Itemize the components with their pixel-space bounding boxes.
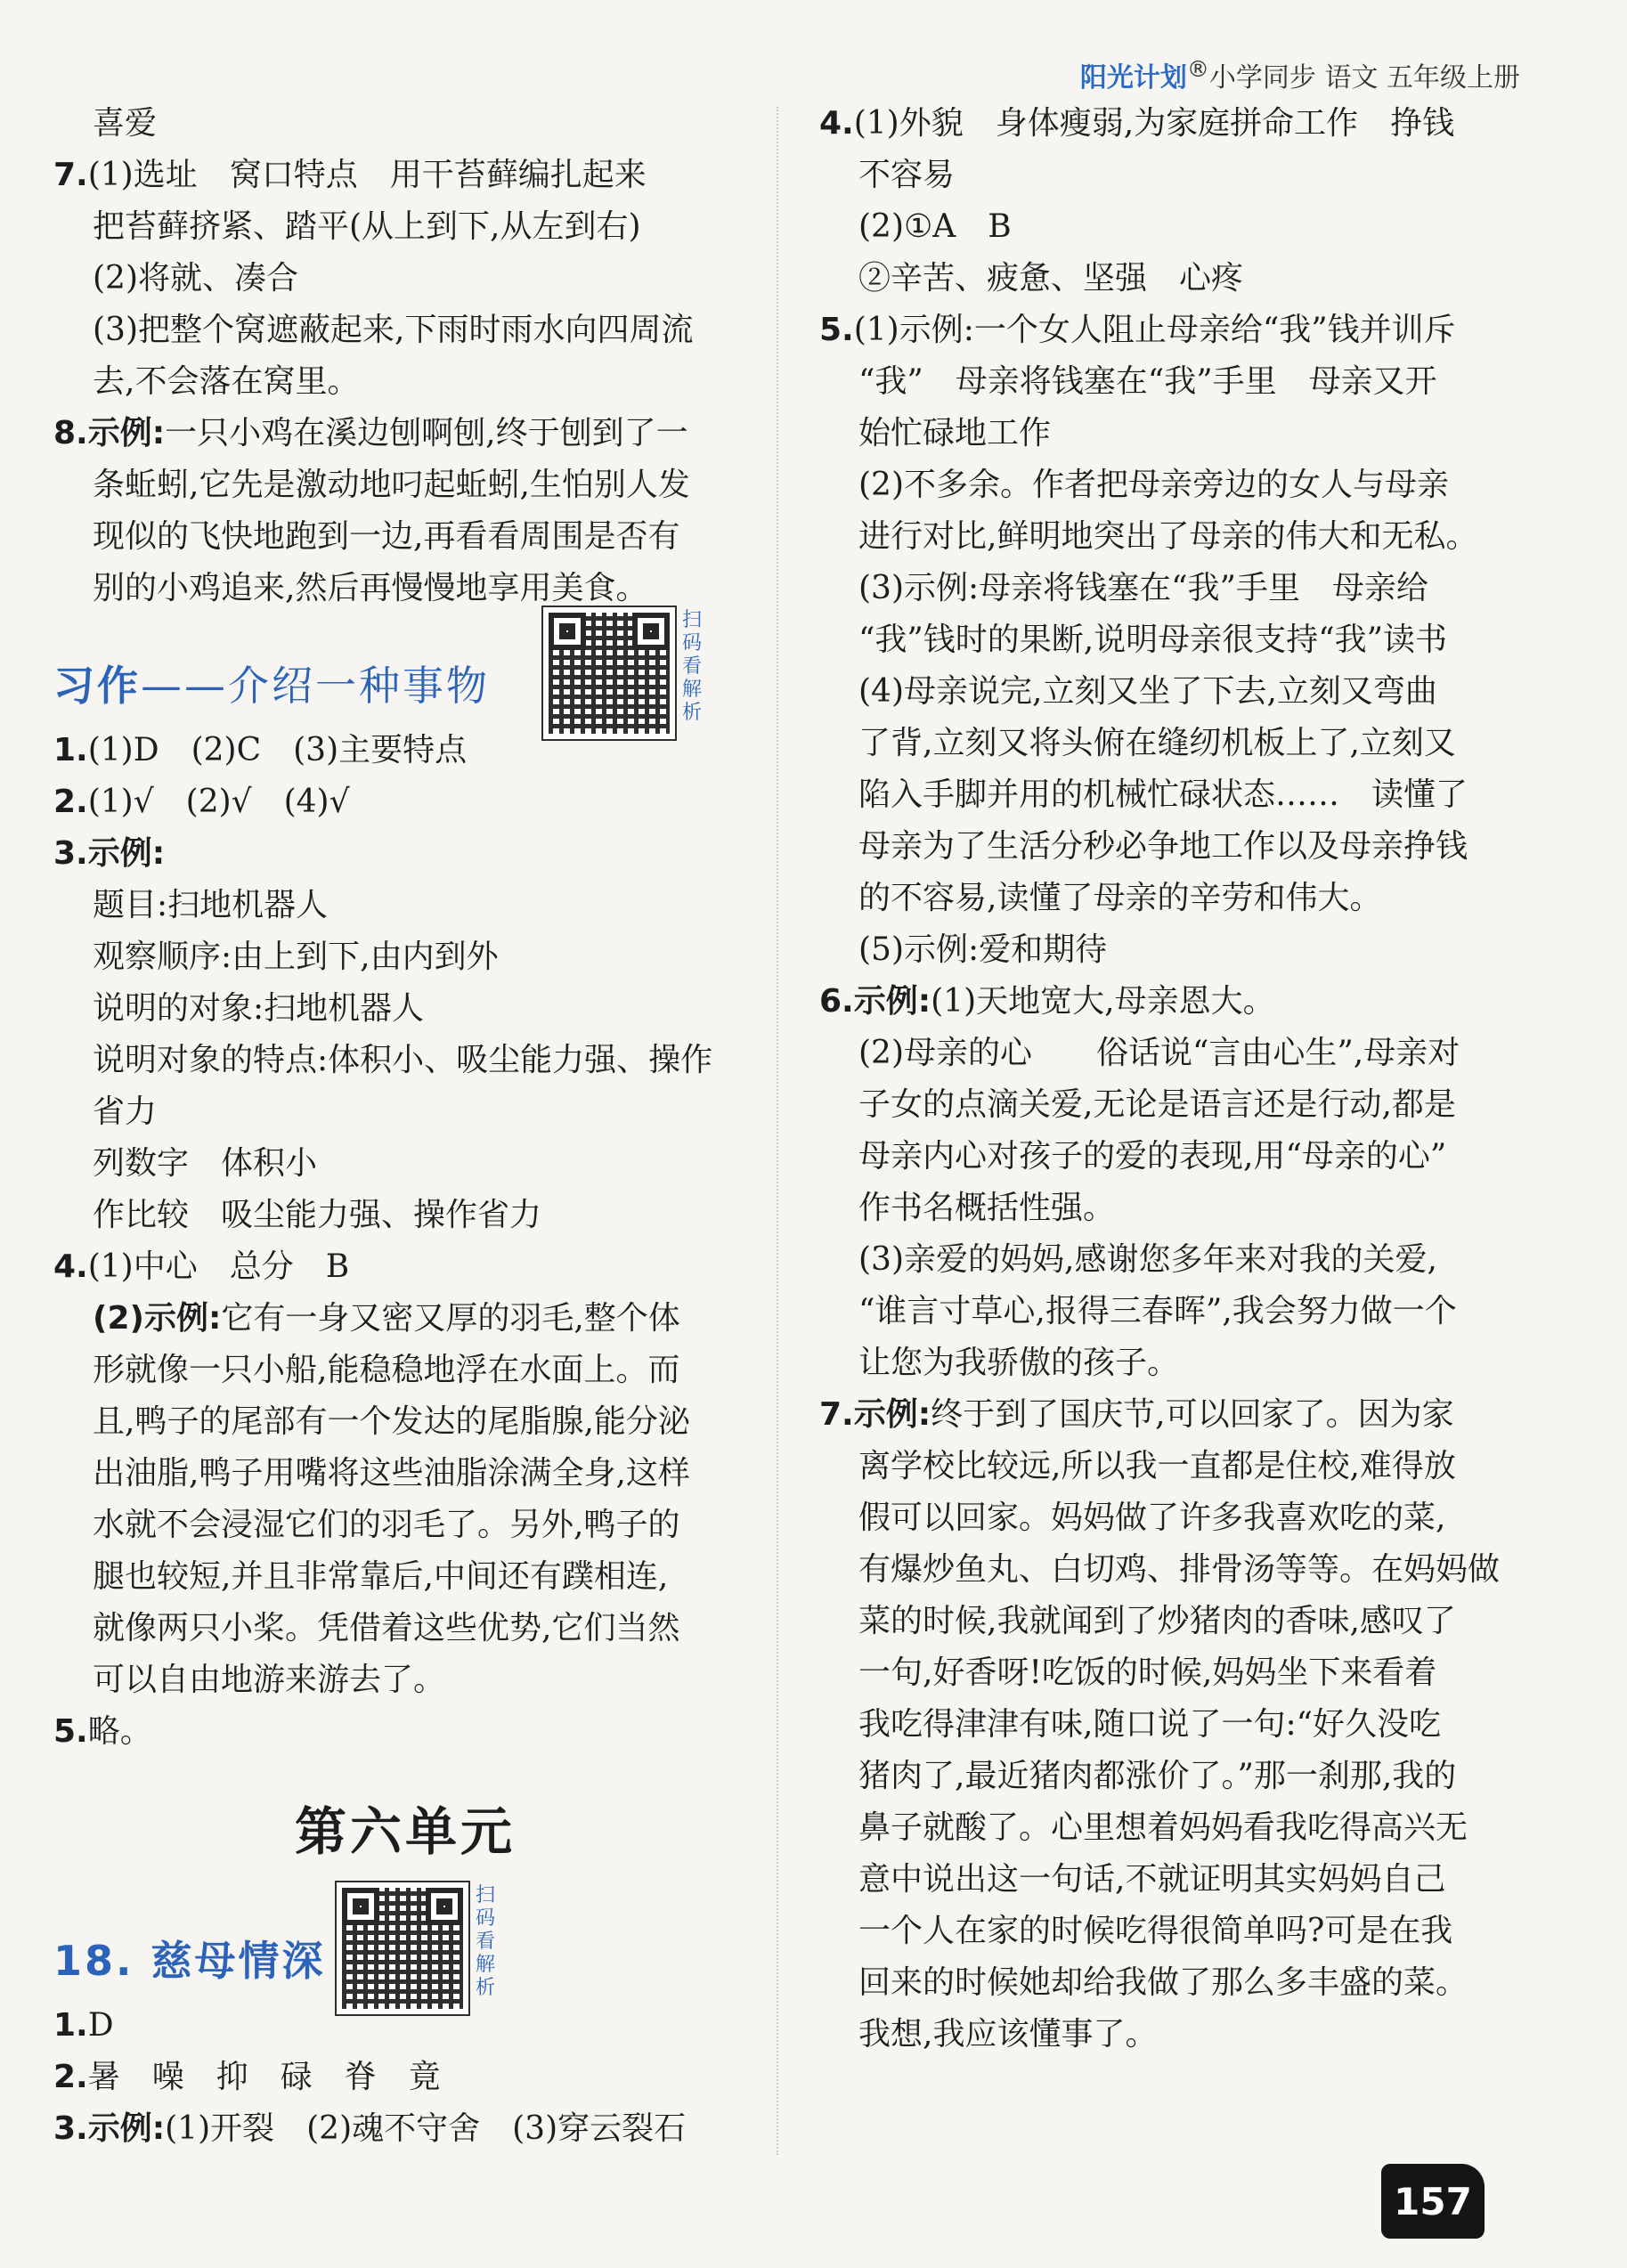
answer-line [53, 201, 757, 253]
answer-line [819, 1028, 1532, 1079]
answer-line [53, 150, 757, 201]
answer-line [819, 1131, 1532, 1183]
answer-line [819, 201, 1532, 253]
answer-line [819, 1751, 1532, 1802]
answer-text: (2)不多余。作者把母亲旁边的女人与母亲 [858, 467, 1449, 503]
answer-text: (1)选址 窝口特点 用干苔藓编扎起来 [87, 157, 647, 193]
answer-text: (5)示例:爱和期待 [858, 931, 1108, 968]
answer-text: 形就像一只小船,能稳稳地浮在水面上。而 [93, 1352, 680, 1388]
answer-text: (3)示例:母亲将钱塞在“我”手里 母亲给 [858, 570, 1428, 606]
answer-line [819, 1957, 1532, 2009]
answer-line [53, 98, 757, 150]
answer-text: (1)示例:一个女人阻止母亲给“我”钱并训斥 [853, 312, 1456, 348]
answer-text: 一只小鸡在溪边刨啊刨,终于刨到了一 [165, 415, 688, 451]
answer-line [819, 821, 1532, 873]
question-number: 5. [53, 1713, 88, 1750]
answer-line [819, 511, 1532, 563]
answer-line [819, 1544, 1532, 1596]
answer-text: ②辛苦、疲惫、坚强 心疼 [858, 260, 1244, 297]
answer-text: 进行对比,鲜明地突出了母亲的伟大和无私。 [858, 518, 1478, 555]
answer-line [819, 976, 1532, 1028]
section-heading-writing [53, 609, 757, 725]
answer-text: 一个人在家的时候吃得很简单吗?可是在我 [858, 1913, 1453, 1949]
right-column [819, 98, 1532, 2061]
qr-code-icon[interactable] [337, 1882, 468, 2014]
answer-line [53, 1241, 757, 1293]
answer-block [53, 2000, 757, 2155]
section-title [53, 654, 490, 712]
answer-line [819, 873, 1532, 924]
answer-text: 腿也较短,并且非常靠后,中间还有蹼相连, [93, 1558, 669, 1595]
answer-text: 鼻子就酸了。心里想着妈妈看我吃得高兴无 [858, 1809, 1468, 1846]
answer-text: (1)外貌 身体瘦弱,为家庭拼命工作 挣钱 [853, 105, 1455, 142]
answer-text: 喜爱 [93, 105, 158, 142]
answer-text: (1)D (2)C (3)主要特点 [87, 732, 468, 768]
answer-text: 菜的时候,我就闻到了炒猪肉的香味,感叹了 [858, 1603, 1456, 1639]
column-divider [777, 107, 778, 2155]
answer-text: 子女的点滴关爱,无论是语言还是行动,都是 [858, 1086, 1456, 1123]
answer-line [819, 1906, 1532, 1957]
answer-line [819, 769, 1532, 821]
answer-text: “我” 母亲将钱塞在“我”手里 母亲又开 [858, 363, 1437, 400]
answer-line [53, 2103, 757, 2155]
example-tag: 示例: [87, 415, 166, 451]
answer-line [819, 1854, 1532, 1906]
answer-line [53, 1706, 757, 1758]
answer-line [53, 983, 757, 1035]
page-header [1080, 55, 1520, 94]
answer-text: 陷入手脚并用的机械忙碌状态…… 读懂了 [858, 776, 1468, 813]
answer-line [819, 1234, 1532, 1286]
answer-line [53, 1603, 757, 1654]
answer-text: 现似的飞快地跑到一边,再看看周围是否有 [93, 518, 680, 555]
answer-text: (3)亲爱的妈妈,感谢您多年来对我的关爱, [858, 1241, 1437, 1278]
answer-block [819, 98, 1532, 2061]
answer-line [53, 1138, 757, 1190]
answer-line [819, 1183, 1532, 1234]
answer-text: 不容易 [858, 157, 956, 193]
section-heading-lesson18 [53, 1884, 757, 2000]
answer-text: 且,鸭子的尾部有一个发达的尾脂腺,能分泌 [93, 1403, 690, 1440]
page-number: 157 [1381, 2164, 1485, 2239]
answer-text: 暑 噪 抑 碌 脊 竟 [87, 2059, 441, 2095]
answer-text: 题目:扫地机器人 [93, 887, 329, 923]
answer-text: 列数字 体积小 [93, 1145, 318, 1182]
answer-line [819, 718, 1532, 769]
answer-line [53, 2052, 757, 2103]
qr-scan-note: 扫码看解析 [681, 609, 702, 724]
answer-text: 去,不会落在窝里。 [93, 363, 360, 400]
answer-line [819, 1441, 1532, 1492]
answer-text: (1)√ (2)√ (4)√ [87, 784, 350, 820]
answer-text: “谁言寸草心,报得三春晖”,我会努力做一个 [858, 1293, 1457, 1329]
section-title-lead: 习作 [53, 662, 141, 710]
answer-text: 省力 [93, 1093, 158, 1130]
section-title-rest: ——介绍一种事物 [141, 662, 490, 710]
answer-line [819, 1079, 1532, 1131]
answer-text: 水就不会浸湿它们的羽毛了。另外,鸭子的 [93, 1507, 680, 1543]
answer-text: 有爆炒鱼丸、白切鸡、排骨汤等等。在妈妈做 [858, 1551, 1501, 1588]
question-number: 7. [53, 157, 88, 193]
answer-line [53, 1654, 757, 1706]
answer-line [819, 924, 1532, 976]
answer-line [819, 408, 1532, 459]
question-number: 7. [819, 1396, 854, 1433]
question-number: 2. [53, 784, 88, 820]
answer-line [819, 98, 1532, 150]
answer-line [819, 356, 1532, 408]
question-number: 1. [53, 2007, 88, 2044]
question-number: 4. [53, 1248, 88, 1285]
answer-text: 我想,我应该懂事了。 [858, 2016, 1158, 2053]
answer-line [819, 305, 1532, 356]
answer-text: 说明的对象:扫地机器人 [93, 990, 425, 1027]
answer-text: 出油脂,鸭子用嘴将这些油脂涂满全身,这样 [93, 1455, 690, 1492]
example-tag: 示例: [87, 835, 166, 872]
answer-text: (1)中心 总分 B [87, 1248, 350, 1285]
answer-line [819, 2009, 1532, 2061]
answer-line [53, 305, 757, 356]
left-column [53, 98, 757, 2155]
answer-text: 的不容易,读懂了母亲的辛劳和伟大。 [858, 880, 1382, 916]
answer-line [53, 408, 757, 459]
answer-line [53, 776, 757, 828]
question-number: 5. [819, 312, 854, 348]
question-number: 8. [53, 415, 88, 451]
answer-text: 说明对象的特点:体积小、吸尘能力强、操作 [93, 1042, 713, 1078]
answer-text: 别的小鸡追来,然后再慢慢地享用美食。 [93, 570, 648, 606]
answer-text: (2)①A B [858, 208, 1012, 245]
answer-text: 了背,立刻又将头俯在缝纫机板上了,立刻又 [858, 725, 1456, 761]
answer-line [819, 1596, 1532, 1647]
example-tag: 示例: [853, 983, 931, 1020]
answer-text: 可以自由地游来游去了。 [93, 1662, 446, 1698]
example-tag: 示例: [87, 2110, 166, 2147]
answer-text: 母亲内心对孩子的爱的表现,用“母亲的心” [858, 1138, 1447, 1175]
answer-line [53, 459, 757, 511]
answer-text: 作书名概括性强。 [858, 1190, 1116, 1226]
answer-line [53, 1345, 757, 1396]
question-number: 2. [53, 2059, 88, 2095]
answer-text: 意中说出这一句话,不就证明其实妈妈自己 [858, 1861, 1446, 1898]
answer-text: 一句,好香呀!吃饭的时候,妈妈坐下来看着 [858, 1654, 1437, 1691]
answer-text: 把苔藓挤紧、踏平(从上到下,从左到右) [93, 208, 641, 245]
answer-line [819, 459, 1532, 511]
answer-line [819, 150, 1532, 201]
answer-line [53, 931, 757, 983]
question-number: 3. [53, 835, 88, 872]
answer-text: 略。 [87, 1713, 152, 1750]
book-title: 小学同步 语文 五年级上册 [1208, 62, 1520, 93]
question-number: 6. [819, 983, 854, 1020]
answer-text: 离学校比较远,所以我一直都是住校,难得放 [858, 1448, 1456, 1484]
answer-text: 回来的时候她却给我做了那么多丰盛的菜。 [858, 1964, 1468, 2001]
answer-line [819, 1286, 1532, 1337]
section-title [53, 1929, 326, 1988]
answer-line [53, 511, 757, 563]
answer-line [53, 828, 757, 880]
answer-line [819, 1802, 1532, 1854]
answer-line [53, 356, 757, 408]
answer-block [53, 98, 757, 614]
section-title-lead: 18. 慈母情深 [53, 1937, 326, 1985]
answer-line [819, 1647, 1532, 1699]
answer-line [53, 1035, 757, 1086]
answer-text: (1)天地宽大,母亲恩大。 [931, 983, 1275, 1020]
answer-text: (2)将就、凑合 [93, 260, 298, 297]
qr-scan-note: 扫码看解析 [475, 1884, 495, 1999]
qr-code-icon[interactable] [543, 607, 675, 739]
answer-line [53, 880, 757, 931]
answer-line [819, 1337, 1532, 1389]
answer-line [53, 1396, 757, 1448]
answer-text: 我吃得津津有味,随口说了一句:“好久没吃 [858, 1706, 1441, 1743]
answer-line [53, 253, 757, 305]
unit-title: 第六单元 [294, 1801, 516, 1862]
answer-text: 猪肉了,最近猪肉都涨价了。”那一刹那,我的 [858, 1758, 1457, 1794]
answer-line [819, 253, 1532, 305]
answer-line [819, 1389, 1532, 1441]
answer-line [819, 666, 1532, 718]
registered-mark: ® [1186, 56, 1209, 82]
answer-line [819, 614, 1532, 666]
answer-text: 就像两只小桨。凭借着这些优势,它们当然 [93, 1610, 680, 1646]
answer-line [819, 563, 1532, 614]
answer-text: 假可以回家。妈妈做了许多我喜欢吃的菜, [858, 1500, 1446, 1536]
answer-text: 让您为我骄傲的孩子。 [858, 1345, 1180, 1381]
answer-text: 作比较 吸尘能力强、操作省力 [93, 1197, 542, 1233]
answer-text: (3)把整个窝遮蔽起来,下雨时雨水向四周流 [93, 312, 694, 348]
example-tag: 示例: [853, 1396, 931, 1433]
question-number: 3. [53, 2110, 88, 2147]
answer-text: 条蚯蚓,它先是激动地叼起蚯蚓,生怕别人发 [93, 467, 690, 503]
answer-line [53, 1551, 757, 1603]
answer-text: 终于到了国庆节,可以回家了。因为家 [931, 1396, 1454, 1433]
answer-text: 始忙碌地工作 [858, 415, 1052, 451]
answer-text: 它有一身又密又厚的羽毛,整个体 [221, 1300, 680, 1337]
answer-line [53, 1448, 757, 1500]
answer-block [53, 725, 757, 1758]
question-number: 4. [819, 105, 854, 142]
answer-line [53, 1190, 757, 1241]
answer-text: 观察顺序:由上到下,由内到外 [93, 939, 499, 975]
answer-text: “我”钱时的果断,说明母亲很支持“我”读书 [858, 622, 1448, 658]
answer-text: (4)母亲说完,立刻又坐了下去,立刻又弯曲 [858, 673, 1437, 710]
answer-line [819, 1492, 1532, 1544]
answer-line [53, 1086, 757, 1138]
answer-text: (1)开裂 (2)魂不守舍 (3)穿云裂石 [165, 2110, 687, 2147]
answer-text: 母亲为了生活分秒必争地工作以及母亲挣钱 [858, 828, 1468, 865]
answer-text: (2)母亲的心 俗话说“言由心生”,母亲对 [858, 1035, 1460, 1071]
answer-line [819, 1699, 1532, 1751]
answer-text: D [87, 2007, 114, 2044]
example-tag: (2)示例: [93, 1300, 222, 1337]
question-number: 1. [53, 732, 88, 768]
answer-line [53, 1500, 757, 1551]
answer-line [53, 1293, 757, 1345]
brand-name: 阳光计划 [1079, 62, 1187, 93]
